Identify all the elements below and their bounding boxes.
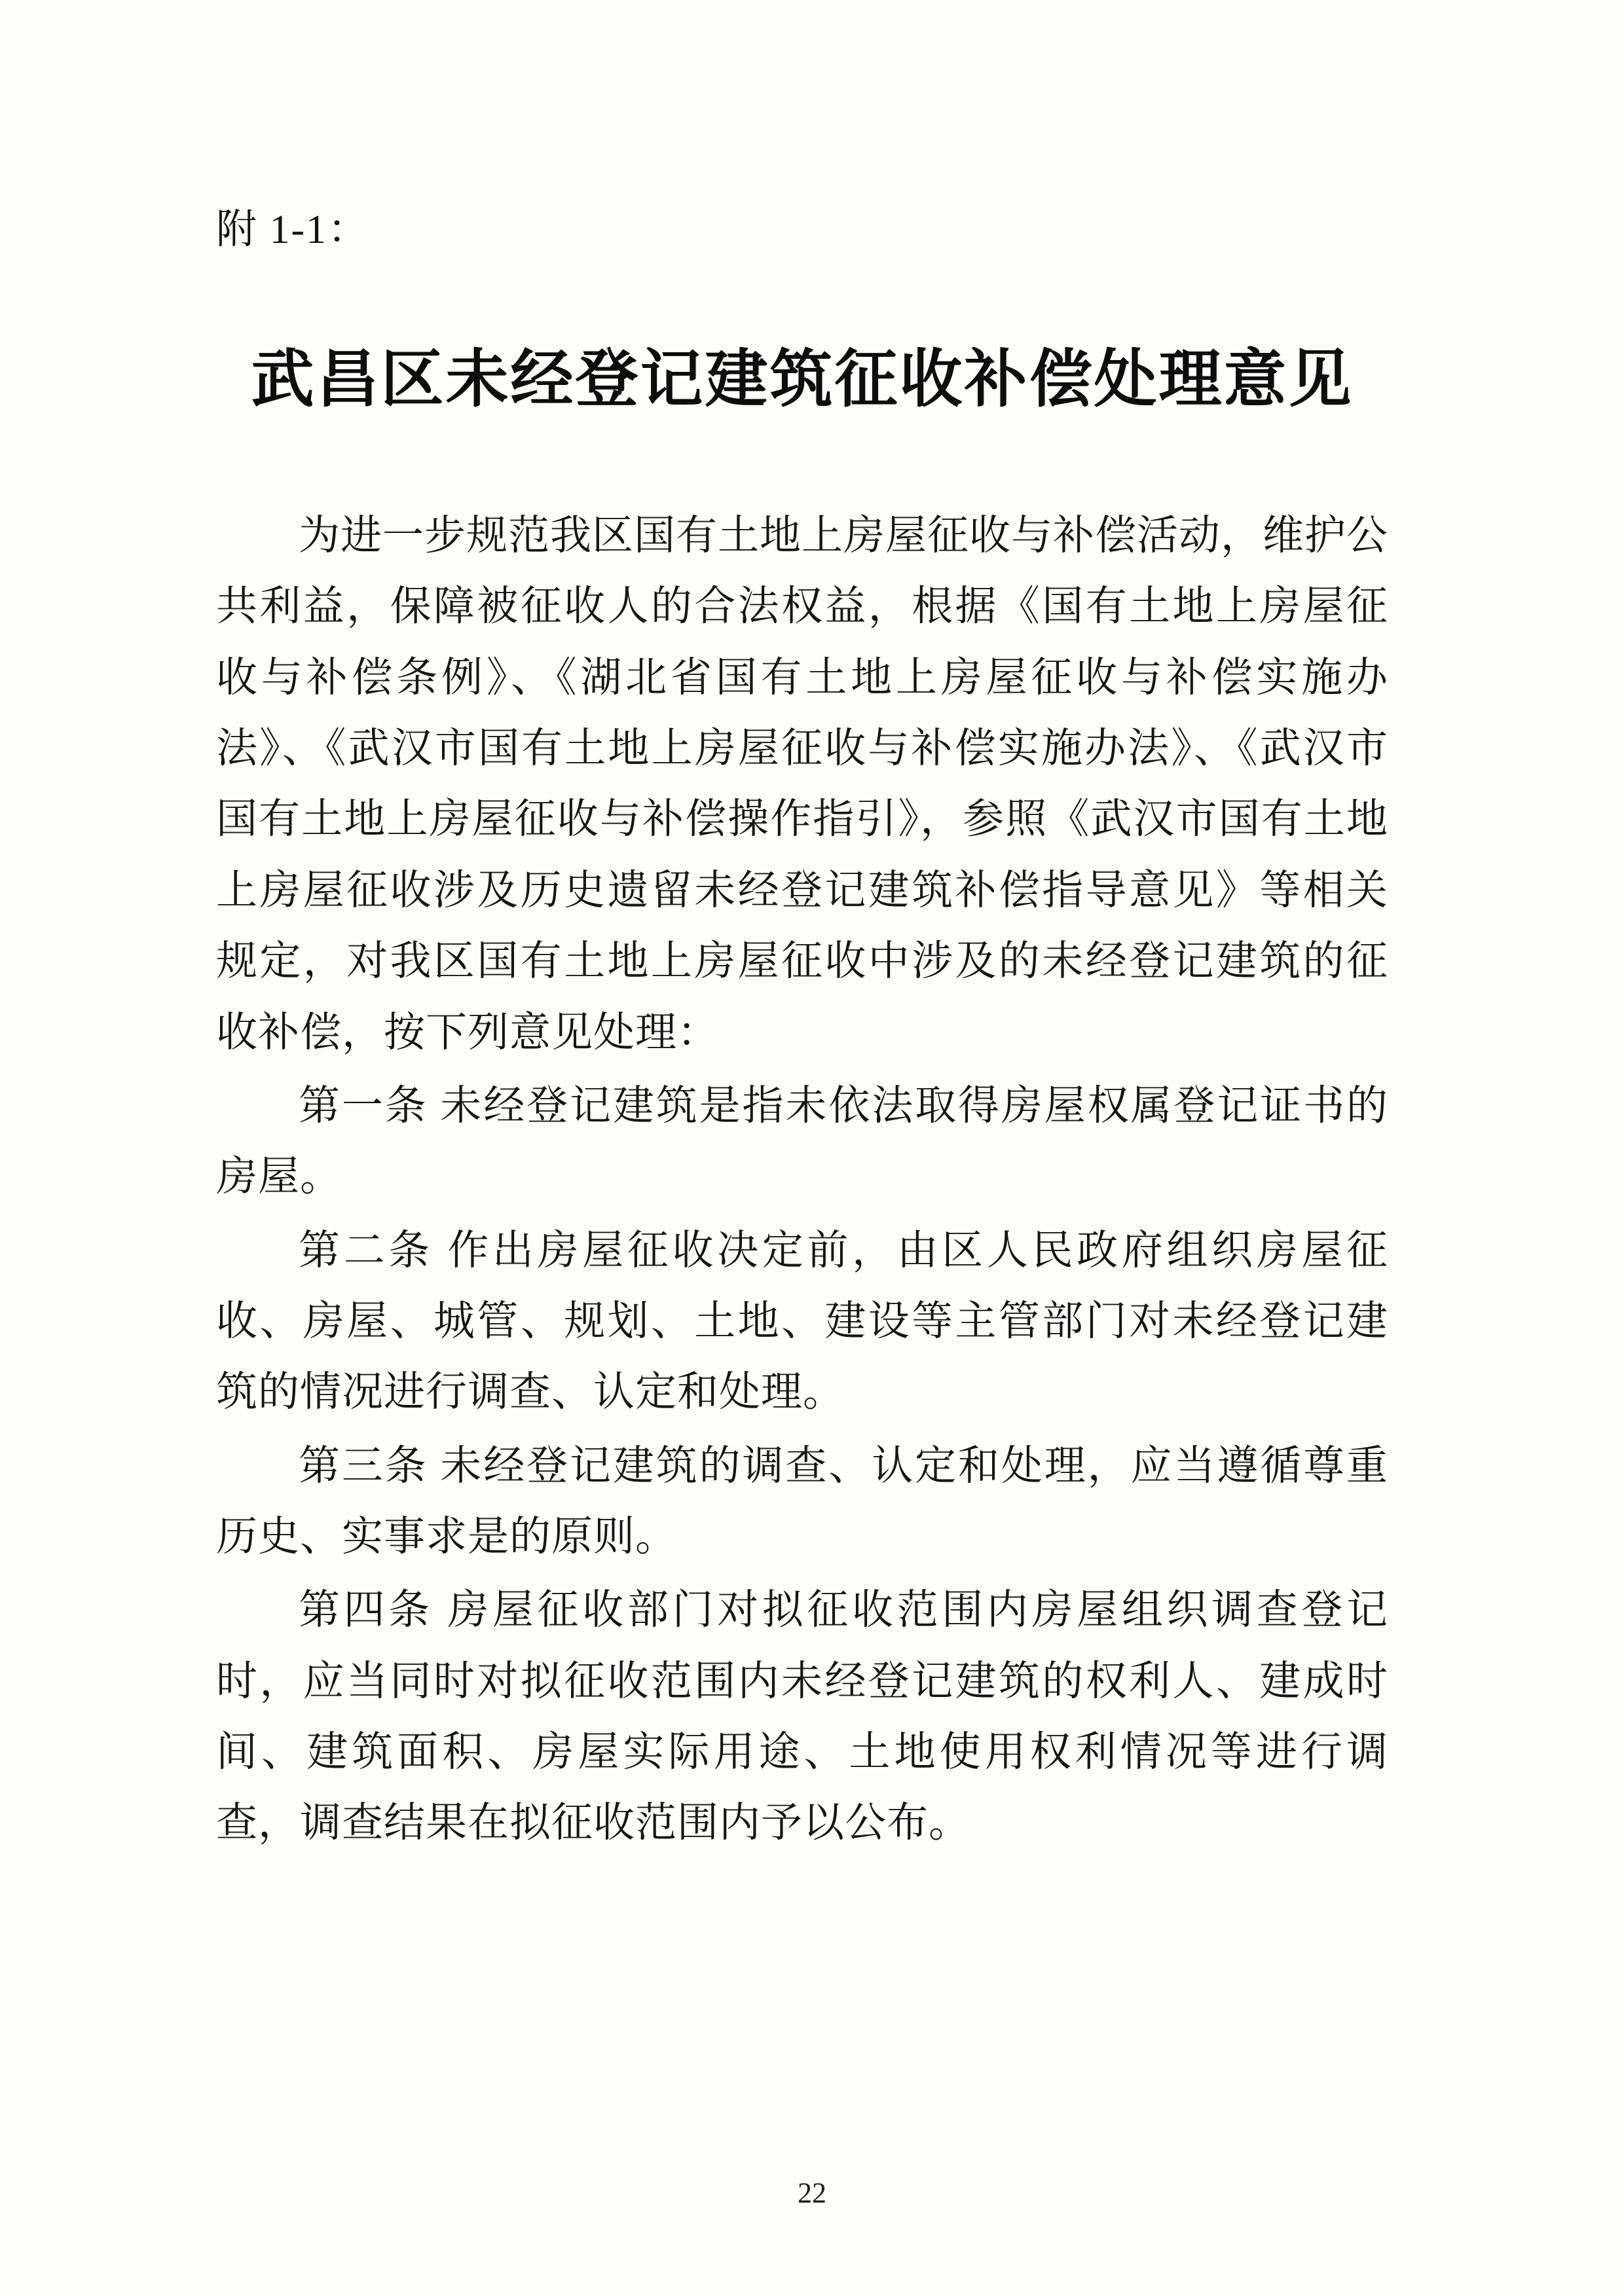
- page-title: 武昌区未经登记建筑征收补偿处理意见: [251, 342, 1354, 416]
- attachment-label: 附 1-1：: [216, 208, 370, 252]
- page-number: 22: [798, 2177, 826, 2209]
- paragraph: 第二条 作出房屋征收决定前，由区人民政府组织房屋征收、房屋、城管、规划、土地、建设等主管部门对未经登记建筑的情况进行调查、认定和处理。: [216, 1227, 1388, 1415]
- document-body: [216, 500, 1388, 1859]
- paragraph: 第一条 未经登记建筑是指未依法取得房屋权属登记证书的房屋。: [216, 1082, 1388, 1200]
- paragraph: 为进一步规范我区国有土地上房屋征收与补偿活动，维护公共利益，保障被征收人的合法权益，根据《国有土地上房屋征收与补偿条例》、《湖北省国有土地上房屋征收与补偿实施办法》、《武汉市国有土地上房屋征收与补偿实施办法》、《武汉市国有土地上房屋征收与补偿操作指引》，参照《武汉市国有土地上房屋征收涉及历史遗留未经登记建筑补偿指导意见》等相关规定，对我区国有土地上房屋征收中涉及的未经登记建筑的征收补偿，按下列意见处理：: [216, 513, 1388, 1055]
- page-content: [216, 196, 1388, 1861]
- paragraph: 第四条 房屋征收部门对拟征收范围内房屋组织调查登记时，应当同时对拟征收范围内未经登记建筑的权利人、建成时间、建筑面积、房屋实际用途、土地使用权利情况等进行调查，调查结果在拟征收范围内予以公布。: [216, 1587, 1388, 1846]
- paragraph: 第三条 未经登记建筑的调查、认定和处理，应当遵循尊重历史、实事求是的原则。: [216, 1442, 1388, 1560]
